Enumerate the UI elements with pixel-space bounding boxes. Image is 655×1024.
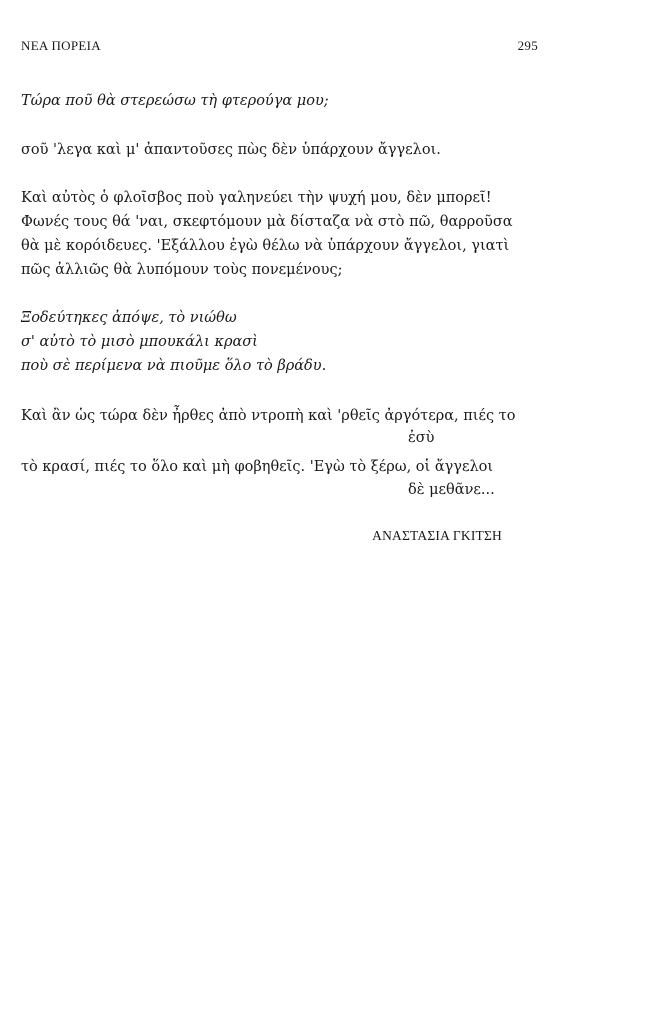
poem-question-line — [21, 89, 541, 113]
poem-line: Ξοδεύτηκες ἀπόψε, τὸ νιώθω — [21, 310, 237, 326]
poem-line: πῶς ἀλλιῶς θὰ λυπόμουν τοὺς πονεμένους; — [21, 262, 343, 278]
poem-line: σοῦ 'λεγα καὶ μ' ἀπαντοῦσες πὼς δὲν ὑπάρχουν ἄγγελοι. — [21, 142, 441, 158]
page-number: 295 — [517, 38, 538, 53]
poem-line-runover: ἐσὺ — [408, 430, 435, 446]
poem-stanza-2 — [21, 186, 541, 282]
poem-stanza-3 — [21, 306, 541, 378]
poem-line: θὰ μὲ κορόιδευες. 'Εξάλλου ἐγὼ θέλω νὰ ὑπάρχουν ἄγγελοι, γιατὶ — [21, 238, 510, 254]
poem-line: ποὺ σὲ περίμενα νὰ πιοῦμε ὅλο τὸ βράδυ. — [21, 358, 327, 374]
poem-line: Τώρα ποῦ θὰ στερεώσω τὴ φτερούγα μου; — [21, 93, 329, 109]
journal-title: ΝΕΑ ΠΟΡΕΙΑ — [21, 38, 101, 53]
poem-line: Φωνές τους θά 'ναι, σκεφτόμουν μὰ δίσταζα νὰ στὸ πῶ, θαρροῦσα — [21, 214, 513, 230]
poem-stanza-4 — [21, 404, 541, 502]
poem-line: Καὶ αὐτὸς ὁ φλοῖσβος ποὺ γαληνεύει τὴν ψυχή μου, δὲν μπορεῖ! — [21, 190, 492, 206]
poem-line-runover: δὲ μεθᾶνε... — [408, 482, 495, 498]
author-signature: ΑΝΑΣΤΑΣΙΑ ΓΚΙΤΣΗ — [372, 528, 502, 543]
running-head — [21, 38, 538, 56]
poem-line: Καὶ ἂν ὡς τώρα δὲν ἦρθες ἀπὸ ντροπὴ καὶ 'ρθεῖς ἀργότερα, πιές το — [21, 408, 516, 424]
poem-angels-line — [21, 138, 541, 162]
poem-line: τὸ κρασί, πιές το ὅλο καὶ μὴ φοβηθεῖς. 'Εγὼ τὸ ξέρω, οἱ ἄγγελοι — [21, 459, 494, 475]
poem-line: σ' αὐτὸ τὸ μισὸ μπουκάλι κρασὶ — [21, 334, 258, 350]
